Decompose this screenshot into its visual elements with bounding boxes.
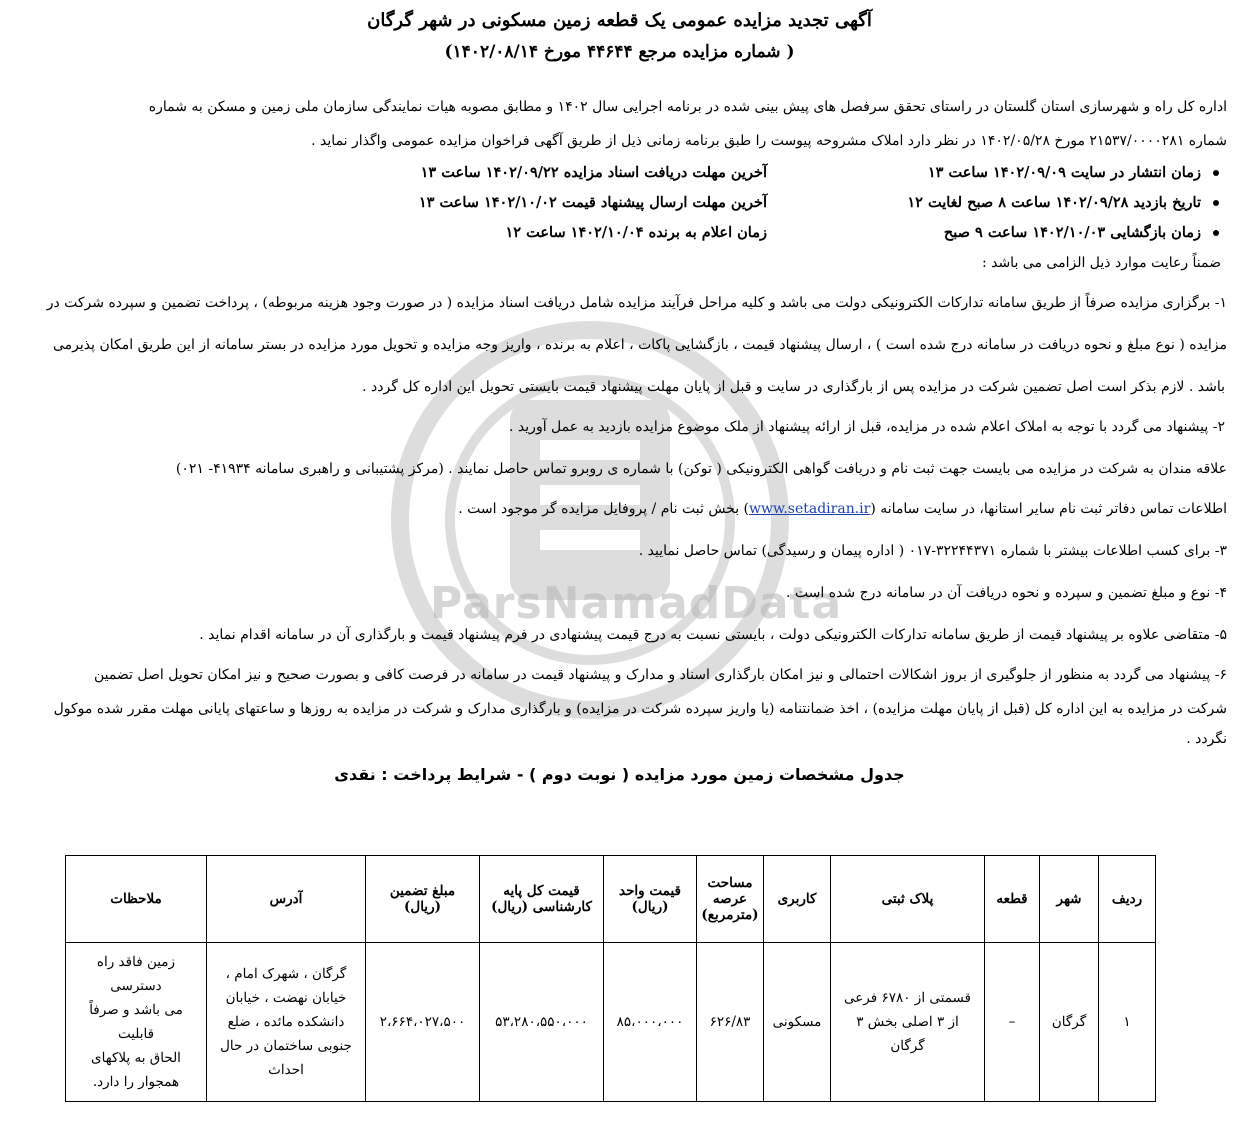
cell-base-price: ۵۳،۲۸۰،۵۵۰،۰۰۰ <box>480 943 604 1102</box>
item-2: ۲- پیشنهاد می گردد با توجه به املاک اعلام شده در مزایده، قبل از ارائه پیشنهاد از ملک موضوع مزایده بازدید به عمل آورید . <box>509 419 1225 435</box>
schedule-winner: زمان اعلام به برنده ۱۴۰۲/۱۰/۰۴ ساعت ۱۲ <box>505 224 767 241</box>
cell-address: گرگان ، شهرک امام ، خیابان نهضت ، خیابان دانشکده مائده ، ضلع جنوبی ساختمان در حال احداث <box>207 943 366 1102</box>
item-6-line-1: ۶- پیشنهاد می گردد به منظور از جلوگیری از بروز اشکالات احتمالی و نیز امکان بارگذاری اسناد و مدارک و پیشنهاد قیمت در سامانه در فرصت کافی و بصورت صحیح و نیز امکان تحویل اصل تضمین <box>93 667 1227 683</box>
page-title: آگهی تجدید مزایده عمومی یک قطعه زمین مسکونی در شهر گرگان <box>367 10 872 31</box>
item-1-line-3: باشد . لازم بذکر است اصل تضمین شرکت در مزایده پس از بارگذاری در سایت و قبل از پایان مهلت پیشنهاد قیمت بایستی تحویل این اداره کل گردد . <box>362 379 1225 395</box>
schedule-bid-deadline: آخرین مهلت ارسال پیشنهاد قیمت ۱۴۰۲/۱۰/۰۲ ساعت ۱۳ <box>418 194 767 211</box>
register-line-2: اطلاعات تماس دفاتر ثبت نام سایر استانها، در سایت سامانه (www.setadiran.ir) بخش ثبت نام / پروفایل مزایده گر موجود است . <box>458 501 1227 517</box>
header-city: شهر <box>1040 856 1099 943</box>
item-3: ۳- برای کسب اطلاعات بیشتر با شماره ۳۲۲۴۴۳۷۱-۰۱۷ ( اداره پیمان و رسیدگی) تماس حاصل نمایید . <box>638 543 1227 559</box>
item-6-line-3: نگردد . <box>1186 731 1227 747</box>
header-address: آدرس <box>207 856 366 943</box>
intro-line-2: شماره ۲۱۵۳۷/۰۰۰۰۲۸۱ مورخ ۱۴۰۲/۰۵/۲۸ در نظر دارد املاک مشروحه پیوست را طبق برنامه زمانی ذیل از طریق آگهی فراخوان مزایده عمومی واگذار نماید . <box>311 133 1227 149</box>
header-base-price: قیمت کل پایه کارشناسی (ریال) <box>480 856 604 943</box>
cell-notes: زمین فاقد راه دسترسی می باشد و صرفاً قابلیت الحاق به پلاکهای همجوار را دارد. <box>66 943 207 1102</box>
cell-usage: مسکونی <box>764 943 831 1102</box>
intro-line-1: اداره کل راه و شهرسازی استان گلستان در راستای تحقق سرفصل های پیش بینی شده در برنامه اجرایی سال ۱۴۰۲ و مطابق مصوبه هیات نمایندگی سازمان ملی زمین و مسکن به شماره <box>148 99 1227 115</box>
page-subtitle: ( شماره مزایده مرجع ۴۴۶۴۴ مورخ ۱۴۰۲/۰۸/۱۴) <box>444 42 795 62</box>
cell-unit-price: ۸۵،۰۰۰،۰۰۰ <box>604 943 697 1102</box>
header-guarantee: مبلغ تضمین (ریال) <box>366 856 480 943</box>
cell-city: گرگان <box>1040 943 1099 1102</box>
setadiran-link[interactable]: www.setadiran.ir <box>749 501 871 517</box>
schedule-opening: زمان بازگشایی ۱۴۰۲/۱۰/۰۳ ساعت ۹ صبح <box>944 224 1219 241</box>
header-usage: کاربری <box>764 856 831 943</box>
cell-guarantee: ۲،۶۶۴،۰۲۷،۵۰۰ <box>366 943 480 1102</box>
header-plot: قطعه <box>985 856 1040 943</box>
table-title: جدول مشخصات زمین مورد مزایده ( نوبت دوم ) - شرایط پرداخت : نقدی <box>334 765 905 784</box>
land-spec-table <box>65 855 1156 1102</box>
header-registry: پلاک ثبتی <box>831 856 985 943</box>
item-4: ۴- نوع و مبلغ تضمین و سپرده و نحوه دریافت آن در سامانه درج شده است . <box>786 585 1227 601</box>
schedule-publish: زمان انتشار در سایت ۱۴۰۲/۰۹/۰۹ ساعت ۱۳ <box>928 164 1219 181</box>
cell-registry: قسمتی از ۶۷۸۰ فرعی از ۳ اصلی بخش ۳ گرگان <box>831 943 985 1102</box>
requirements-intro: ضمناً رعایت موارد ذیل الزامی می باشد : <box>981 255 1221 271</box>
cell-area: ۶۲۶/۸۳ <box>697 943 764 1102</box>
register-line-1: علاقه مندان به شرکت در مزایده می بایست جهت ثبت نام و دریافت گواهی الکترونیکی ( توکن) با شماره ی روبرو تماس حاصل نمایند . (مرکز پشتیبانی و راهبری سامانه ۴۱۹۳۴- ۰۲۱) <box>175 461 1227 477</box>
watermark-text: ParsNamadData <box>430 578 843 629</box>
item-1-line-1: ۱- برگزاری مزایده صرفاً از طریق سامانه تدارکات الکترونیکی دولت می باشد و کلیه مراحل فرآیند مزایده شامل دریافت اسناد مزایده ( در صورت وجود هزینه مربوطه) ، پرداخت تضمین و سپرده شرکت در <box>46 295 1227 311</box>
cell-plot: – <box>985 943 1040 1102</box>
header-unit-price: قیمت واحد (ریال) <box>604 856 697 943</box>
header-area: مساحت عرصه (مترمربع) <box>697 856 764 943</box>
item-6-line-2: شرکت در مزایده به این اداره کل (قبل از پایان مهلت مزایده) ، اخذ ضمانتنامه (یا واریز سپرده شرکت در مزایده) و بارگذاری مدارک و شرکت در مزایده به روزها و ساعتهای پایانی مهلت مقرر شده موکول <box>53 701 1227 717</box>
schedule-docs-deadline: آخرین مهلت دریافت اسناد مزایده ۱۴۰۲/۰۹/۲۲ ساعت ۱۳ <box>420 164 767 181</box>
header-row-number: ردیف <box>1099 856 1156 943</box>
table-header-row <box>66 856 1156 943</box>
item-1-line-2: مزایده ( نوع مبلغ و نحوه دریافت در سامانه درج شده است ) ، ارسال پیشنهاد قیمت ، بازگشایی پاکات ، اعلام به برنده ، واریز وجه مزایده و تحویل مورد مزایده در بستر سامانه از این طریق امکان پذیرمی <box>52 337 1227 353</box>
item-5: ۵- متقاضی علاوه بر پیشنهاد قیمت از طریق سامانه تدارکات الکترونیکی دولت ، بایستی نسبت به درج قیمت پیشنهادی در فرم پیشنهاد قیمت و بارگذاری آن در سامانه اقدام نماید . <box>199 627 1227 643</box>
cell-row-number: ۱ <box>1099 943 1156 1102</box>
header-notes: ملاحظات <box>66 856 207 943</box>
schedule-visit: تاریخ بازدید ۱۴۰۲/۰۹/۲۸ ساعت ۸ صبح لغایت ۱۲ <box>907 194 1219 211</box>
table-row <box>66 943 1156 1102</box>
